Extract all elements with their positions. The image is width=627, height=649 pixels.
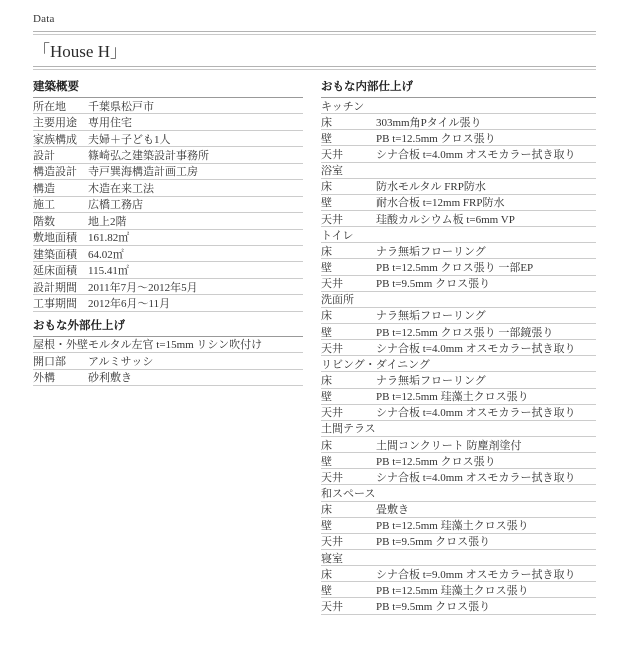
row-value: シナ合板 t=4.0mm オスモカラー拭き取り <box>376 471 576 484</box>
row-value: PB t=12.5mm クロス張り 一部EP <box>376 261 534 274</box>
page-eyebrow: Data <box>33 13 55 25</box>
row-value: モルタル左官 t=15mm リシン吹付け <box>88 339 263 352</box>
subsection-name: キッチン <box>321 100 365 113</box>
table-row <box>321 518 596 534</box>
row-label: 工事期間 <box>33 297 77 310</box>
row-label: 壁 <box>321 455 332 468</box>
row-label: 敷地面積 <box>33 232 77 245</box>
row-value: 2012年6月〜11月 <box>88 297 171 310</box>
row-value: 砂利敷き <box>88 372 132 385</box>
row-value: PB t=9.5mm クロス張り <box>376 278 491 291</box>
row-label: 壁 <box>321 197 332 210</box>
table-row <box>321 437 596 453</box>
table-row <box>321 372 596 388</box>
row-label: 床 <box>321 439 332 452</box>
row-label: 壁 <box>321 326 332 339</box>
row-label: 建築面積 <box>33 248 77 261</box>
row-value: 珪酸カルシウム板 t=6mm VP <box>376 213 515 226</box>
table-row <box>321 146 596 162</box>
divider-top <box>33 31 596 35</box>
subsection-header-row <box>321 163 596 179</box>
row-value: 木造在来工法 <box>88 182 154 195</box>
table-row <box>33 98 303 114</box>
table-row <box>33 262 303 278</box>
row-value: 土間コンクリート 防塵剤塗付 <box>376 439 522 452</box>
row-label: 床 <box>321 374 332 387</box>
subsection-name: トイレ <box>321 229 354 242</box>
page-title: 「House H」 <box>33 42 127 61</box>
row-value: PB t=12.5mm 珪藻土クロス張り <box>376 520 529 533</box>
row-value: 畳敷き <box>376 504 409 517</box>
row-value: 耐水合板 t=12mm FRP防水 <box>376 197 505 210</box>
table-row <box>321 179 596 195</box>
table-row <box>33 114 303 130</box>
subsection-name: 洗面所 <box>321 294 354 307</box>
row-value: 64.02㎡ <box>88 248 124 261</box>
row-label: 床 <box>321 568 332 581</box>
row-label: 施工 <box>33 199 55 212</box>
table-row <box>33 295 303 311</box>
row-label: 壁 <box>321 584 332 597</box>
row-label: 構造 <box>33 182 55 195</box>
table-row <box>33 279 303 295</box>
row-value: 千葉県松戸市 <box>88 100 154 113</box>
row-value: 寺戸巽海構造計画工房 <box>88 166 198 179</box>
row-value: PB t=12.5mm クロス張り 一部鏡張り <box>376 326 554 339</box>
row-label: 床 <box>321 116 332 129</box>
table-row <box>33 337 303 353</box>
row-value: 専用住宅 <box>88 117 132 130</box>
row-label: 所在地 <box>33 100 66 113</box>
row-label: 設計 <box>33 150 55 163</box>
row-value: PB t=12.5mm 珪藻土クロス張り <box>376 391 529 404</box>
row-value: 115.41㎡ <box>88 265 129 278</box>
table-row <box>321 389 596 405</box>
row-label: 天井 <box>321 149 343 161</box>
table-row <box>33 131 303 147</box>
section-exterior-finishes <box>33 320 303 386</box>
table-row <box>321 502 596 518</box>
row-value: PB t=9.5mm クロス張り <box>376 600 491 613</box>
table-row <box>33 370 303 386</box>
row-label: 床 <box>321 310 332 323</box>
row-value: 広橋工務店 <box>88 199 143 212</box>
table-row <box>321 243 596 259</box>
table-row <box>33 246 303 262</box>
table-row <box>321 276 596 292</box>
table-row <box>33 213 303 229</box>
table-row <box>33 230 303 246</box>
row-value: 篠崎弘之建築設計事務所 <box>88 150 209 163</box>
subsection-header-row <box>321 421 596 437</box>
section-building-overview <box>33 81 303 312</box>
table-row <box>33 164 303 180</box>
row-label: 屋根・外壁 <box>33 339 88 352</box>
row-label: 主要用途 <box>33 117 77 130</box>
building-overview-heading: 建築概要 <box>33 81 303 98</box>
subsection-name: リビング・ダイニング <box>321 358 430 371</box>
subsection-name: 和スペース <box>321 487 376 500</box>
row-label: 天井 <box>321 600 343 613</box>
subsection-header-row <box>321 356 596 372</box>
table-row <box>321 211 596 227</box>
row-label: 壁 <box>321 391 332 404</box>
row-value: PB t=12.5mm クロス張り <box>376 455 496 468</box>
table-row <box>321 324 596 340</box>
table-row <box>321 598 596 614</box>
row-value: ナラ無垢フローリング <box>376 374 486 387</box>
exterior-finishes-heading: おもな外部仕上げ <box>33 320 303 337</box>
row-label: 天井 <box>321 536 343 549</box>
row-value: シナ合板 t=4.0mm オスモカラー拭き取り <box>376 407 576 420</box>
row-label: 床 <box>321 245 332 258</box>
table-row <box>321 453 596 469</box>
row-value: 夫婦＋子ども1人 <box>88 133 171 146</box>
table-row <box>321 534 596 550</box>
exterior-finishes-table <box>33 337 303 386</box>
table-row <box>33 147 303 163</box>
row-label: 家族構成 <box>33 133 77 146</box>
row-value: 2011年7月〜2012年5月 <box>88 281 198 294</box>
row-label: 天井 <box>321 342 343 355</box>
row-label: 開口部 <box>33 355 66 368</box>
row-label: 延床面積 <box>33 265 77 278</box>
subsection-header-row <box>321 292 596 308</box>
building-overview-table <box>33 98 303 312</box>
table-row <box>33 197 303 213</box>
table-row <box>321 308 596 324</box>
left-column <box>33 81 303 615</box>
row-label: 床 <box>321 504 332 517</box>
row-value: シナ合板 t=4.0mm オスモカラー拭き取り <box>376 342 576 355</box>
table-row <box>321 114 596 130</box>
subsection-name: 寝室 <box>321 552 343 565</box>
interior-finishes-heading: おもな内部仕上げ <box>321 81 596 98</box>
interior-finishes-table <box>321 98 596 615</box>
row-label: 外構 <box>33 372 55 385</box>
row-value: 303mm角Pタイル張り <box>376 116 482 129</box>
table-row <box>321 566 596 582</box>
row-label: 設計期間 <box>33 281 77 294</box>
row-value: PB t=9.5mm クロス張り <box>376 536 491 549</box>
row-label: 天井 <box>321 278 343 291</box>
right-column <box>321 81 596 615</box>
row-value: ナラ無垢フローリング <box>376 310 486 323</box>
table-row <box>321 130 596 146</box>
row-label: 床 <box>321 181 332 194</box>
row-value: 161.82㎡ <box>88 232 130 245</box>
table-row <box>321 405 596 421</box>
subsection-header-row <box>321 550 596 566</box>
row-value: 防水モルタル FRP防水 <box>376 181 486 194</box>
row-label: 天井 <box>321 213 343 226</box>
row-value: PB t=12.5mm クロス張り <box>376 132 496 145</box>
table-row <box>321 340 596 356</box>
divider-under-title <box>33 66 596 70</box>
row-label: 壁 <box>321 520 332 533</box>
row-value: PB t=12.5mm 珪藻土クロス張り <box>376 584 529 597</box>
table-row <box>33 180 303 196</box>
row-label: 天井 <box>321 471 343 484</box>
table-row <box>321 582 596 598</box>
table-row <box>321 195 596 211</box>
subsection-header-row <box>321 227 596 243</box>
row-value: シナ合板 t=4.0mm オスモカラー拭き取り <box>376 149 576 161</box>
row-label: 壁 <box>321 261 332 274</box>
subsection-header-row <box>321 485 596 501</box>
row-value: シナ合板 t=9.0mm オスモカラー拭き取り <box>376 568 576 581</box>
table-row <box>321 259 596 275</box>
subsection-header-row <box>321 98 596 114</box>
content-columns <box>33 81 596 615</box>
row-label: 天井 <box>321 407 343 420</box>
subsection-name: 土間テラス <box>321 423 376 436</box>
row-label: 階数 <box>33 215 55 228</box>
subsection-name: 浴室 <box>321 165 343 178</box>
section-interior-finishes <box>321 81 596 615</box>
row-value: ナラ無垢フローリング <box>376 245 486 258</box>
row-label: 構造設計 <box>33 166 77 179</box>
table-row <box>33 353 303 369</box>
row-label: 壁 <box>321 132 332 145</box>
table-row <box>321 469 596 485</box>
row-value: アルミサッシ <box>88 355 154 368</box>
row-value: 地上2階 <box>88 215 127 228</box>
